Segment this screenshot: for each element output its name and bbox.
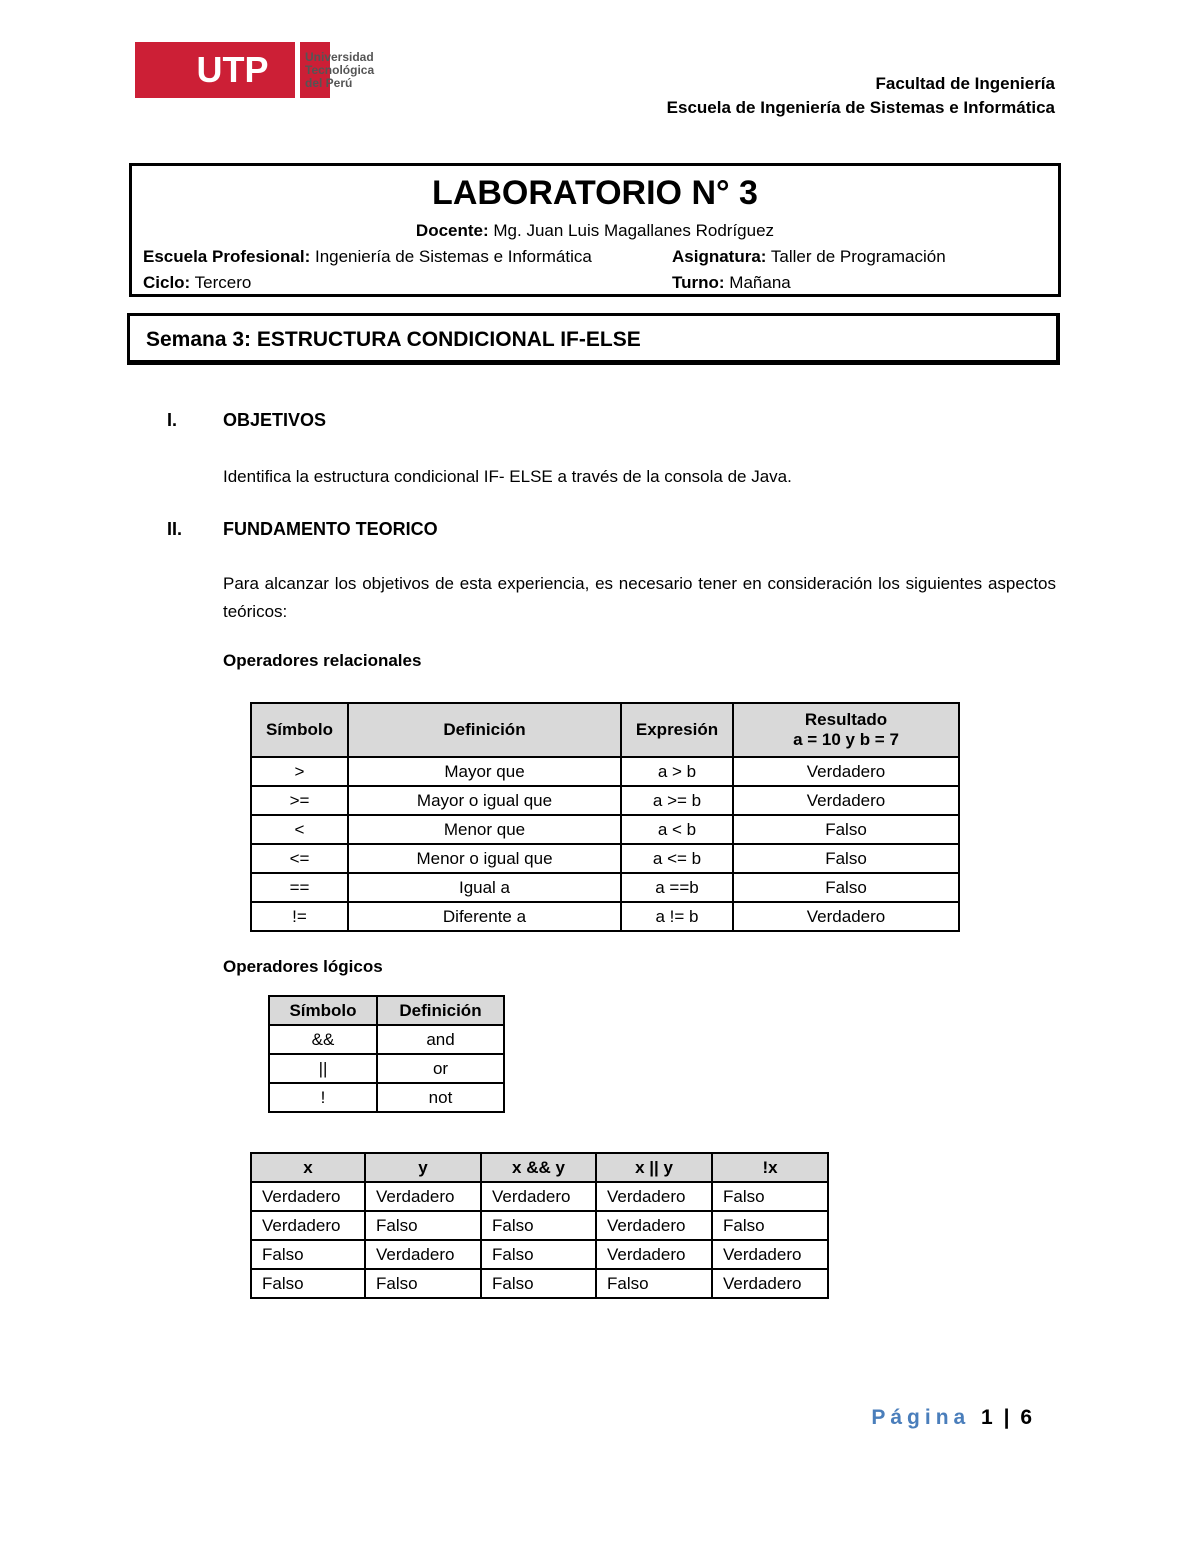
table-cell: Igual a: [348, 873, 621, 902]
table-row: [251, 1211, 828, 1240]
table-cell: Falso: [365, 1269, 481, 1298]
section-fundamento: II. FUNDAMENTO TEORICO: [167, 519, 438, 539]
fundamento-text: Para alcanzar los objetivos de esta experiencia, es necesario tener en consideración los siguientes aspectos teóricos:: [223, 574, 1056, 621]
table-cell: &&: [269, 1025, 377, 1054]
table-cell: Falso: [481, 1211, 596, 1240]
escuela-line: Escuela Profesional: Ingeniería de Sistemas e Informática: [143, 247, 592, 266]
table-header-row: Símbolo Definición Expresión Resultado a = 10 y b = 7: [251, 703, 959, 757]
table-row: [251, 1269, 828, 1298]
table-cell: Mayor o igual que: [348, 786, 621, 815]
table-cell: and: [377, 1025, 504, 1054]
table-cell: a ==b: [621, 873, 733, 902]
table-cell: Verdadero: [596, 1182, 712, 1211]
table-cell: Verdadero: [481, 1182, 596, 1211]
objetivos-text: Identifica la estructura condicional IF- ELSE a través de la consola de Java.: [223, 467, 792, 486]
lab-title: LABORATORIO N° 3: [432, 174, 758, 212]
page-number: 1: [981, 1406, 993, 1429]
table-cell: Falso: [733, 873, 959, 902]
table-cell: ||: [269, 1054, 377, 1083]
logical-heading: Operadores lógicos: [223, 957, 383, 976]
table-cell: Falso: [733, 815, 959, 844]
table-row: [251, 902, 959, 931]
table-cell: a < b: [621, 815, 733, 844]
table-cell: !: [269, 1083, 377, 1112]
truth-table: [250, 1152, 829, 1299]
table-cell: !=: [251, 902, 348, 931]
docente-line: Docente: Mg. Juan Luis Magallanes Rodríguez: [415, 221, 775, 240]
table-cell: Falso: [733, 844, 959, 873]
logical-operators-table: [268, 995, 505, 1113]
table-row: [251, 757, 959, 786]
table-cell: Verdadero: [712, 1269, 828, 1298]
section-title: OBJETIVOS: [223, 410, 327, 430]
week-title: Semana 3: ESTRUCTURA CONDICIONAL IF-ELSE: [146, 328, 641, 351]
table-cell: Diferente a: [348, 902, 621, 931]
page-footer: Página 1 | 6: [871, 1406, 1032, 1429]
table-cell: Verdadero: [733, 757, 959, 786]
table-cell: Falso: [596, 1269, 712, 1298]
table-row: [251, 815, 959, 844]
table-cell: >=: [251, 786, 348, 815]
table-cell: Verdadero: [365, 1240, 481, 1269]
asignatura-line: Asignatura: Taller de Programación: [672, 247, 946, 266]
table-cell: a != b: [621, 902, 733, 931]
table-cell: Verdadero: [251, 1182, 365, 1211]
ciclo-line: Ciclo: Tercero: [143, 273, 252, 292]
table-cell: Verdadero: [365, 1182, 481, 1211]
table-cell: Verdadero: [733, 902, 959, 931]
relational-operators-table: [250, 702, 960, 932]
relational-heading: Operadores relacionales: [223, 651, 422, 670]
table-row: [251, 786, 959, 815]
table-header-row: x y x && y x || y !x: [251, 1153, 828, 1182]
table-cell: Falso: [481, 1269, 596, 1298]
week-title-box: [127, 313, 1060, 365]
table-cell: <: [251, 815, 348, 844]
table-cell: Verdadero: [712, 1240, 828, 1269]
logo-letters: UTP: [196, 49, 269, 90]
table-cell: not: [377, 1083, 504, 1112]
table-cell: or: [377, 1054, 504, 1083]
faculty-name: Facultad de Ingeniería: [875, 74, 1055, 93]
table-row: [251, 873, 959, 902]
table-row: [251, 1240, 828, 1269]
table-cell: Mayor que: [348, 757, 621, 786]
logo-university-name: Universidad Tecnológica del Perú: [305, 50, 375, 90]
table-cell: >: [251, 757, 348, 786]
lab-title-box: [129, 163, 1061, 297]
school-name: Escuela de Ingeniería de Sistemas e Informática: [666, 98, 1055, 117]
table-cell: Verdadero: [596, 1211, 712, 1240]
table-cell: ==: [251, 873, 348, 902]
table-cell: Falso: [712, 1211, 828, 1240]
section-objetivos: I. OBJETIVOS: [167, 410, 327, 430]
faculty-header: [667, 72, 1055, 120]
table-cell: <=: [251, 844, 348, 873]
table-cell: Falso: [481, 1240, 596, 1269]
table-cell: Menor o igual que: [348, 844, 621, 873]
table-cell: a >= b: [621, 786, 733, 815]
table-cell: Verdadero: [596, 1240, 712, 1269]
turno-line: Turno: Mañana: [672, 273, 791, 292]
page-total: 6: [1020, 1406, 1032, 1429]
table-cell: Falso: [251, 1269, 365, 1298]
table-cell: Menor que: [348, 815, 621, 844]
table-row: [269, 1054, 504, 1083]
table-cell: a <= b: [621, 844, 733, 873]
table-cell: Falso: [712, 1182, 828, 1211]
table-cell: Falso: [365, 1211, 481, 1240]
section-title: FUNDAMENTO TEORICO: [223, 519, 438, 539]
page-label: Página: [871, 1406, 971, 1429]
table-cell: a > b: [621, 757, 733, 786]
table-cell: Verdadero: [733, 786, 959, 815]
table-cell: Verdadero: [251, 1211, 365, 1240]
utp-logo: [135, 42, 385, 98]
table-row: [251, 1182, 828, 1211]
table-cell: Falso: [251, 1240, 365, 1269]
table-header-row: Símbolo Definición: [269, 996, 504, 1025]
table-row: [269, 1025, 504, 1054]
table-row: [269, 1083, 504, 1112]
table-row: [251, 844, 959, 873]
